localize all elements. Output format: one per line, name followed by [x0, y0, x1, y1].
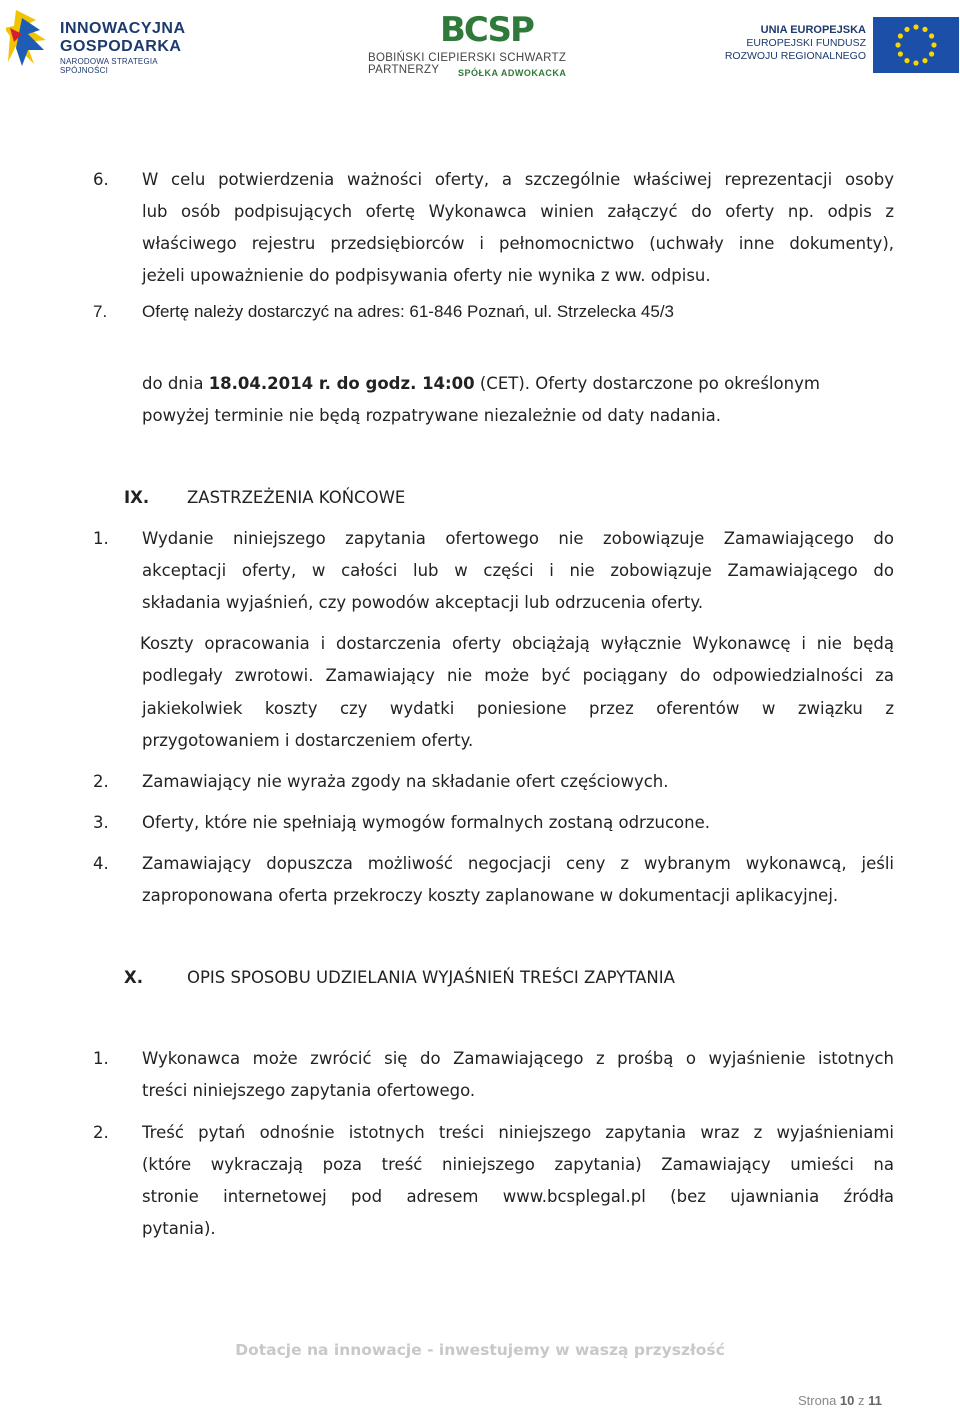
- p7-line-3: powyżej terminie nie będą rozpatrywane niezależnie od daty nadania.: [142, 406, 722, 425]
- eu-logo: [716, 14, 960, 72]
- p6-line-2: lub osób podpisujących ofertę Wykonawca winien załączyć do oferty np. odpis z: [142, 202, 894, 221]
- ix-3-text: Oferty, które nie spełniają wymogów formalnych zostaną odrzucone.: [142, 813, 710, 832]
- ix-2-number: 2.: [93, 772, 109, 791]
- bcsp-sub: SPÓŁKA ADWOKACKA: [458, 68, 567, 78]
- bcsp-logo: [362, 10, 618, 82]
- bcsp-name: BOBIŃSKI CIEPIERSKI SCHWARTZ PARTNERZY: [368, 52, 567, 76]
- page-label: Strona: [798, 1393, 840, 1408]
- eu-line-2: EUROPEJSKI FUNDUSZ: [746, 37, 866, 49]
- eu-line-3: ROZWOJU REGIONALNEGO: [724, 50, 866, 62]
- section-x-title: OPIS SPOSOBU UDZIELANIA WYJAŚNIEŃ TREŚCI ZAPYTANIA: [187, 968, 675, 987]
- footer-slogan: Dotacje na innowacje - inwestujemy w waszą przyszłość: [235, 1341, 725, 1359]
- ix-1-costs-line-2: podlegały zwrotowi. Zamawiający nie może być pociągany do odpowiedzialności za: [142, 666, 894, 685]
- ix-1-number: 1.: [93, 529, 109, 548]
- p7-line-1: Ofertę należy dostarczyć na adres: 61-846 Poznań, ul. Strzelecka 45/3: [142, 302, 675, 321]
- p6-line-3: właściwego rejestru przedsiębiorców i pełnomocnictwo (uchwały inne dokumenty),: [142, 234, 894, 253]
- x-2-number: 2.: [93, 1123, 109, 1142]
- page-current: 10: [839, 1393, 855, 1408]
- ig-subtitle: NARODOWA STRATEGIA SPÓJNOŚCI: [60, 57, 158, 75]
- section-ix-title: ZASTRZEŻENIA KOŃCOWE: [187, 488, 406, 507]
- ix-1-line-3: składania wyjaśnień, czy powodów akceptacji lub odrzucenia oferty.: [142, 593, 704, 612]
- ig-title-2: GOSPODARKA: [60, 38, 182, 55]
- ix-4-line-1: Zamawiający dopuszcza możliwość negocjacji ceny z wybranym wykonawcą, jeśli: [142, 854, 894, 873]
- p7-line-2: [142, 374, 820, 394]
- section-ix-numeral: IX.: [124, 488, 150, 507]
- p7-deadline-post: (CET). Oferty dostarczone po określonym: [474, 374, 820, 393]
- section-x-numeral: X.: [124, 968, 143, 987]
- ix-3-number: 3.: [93, 813, 109, 832]
- ix-1-costs-line-1: Koszty opracowania i dostarczenia oferty obciążają wyłącznie Wykonawcę i nie będą: [140, 634, 894, 653]
- p6-line-4: jeżeli upoważnienie do podpisywania oferty nie wynika z ww. odpisu.: [142, 266, 711, 285]
- p6-number: 6.: [93, 170, 109, 189]
- ix-2-text: Zamawiający nie wyraża zgody na składanie ofert częściowych.: [142, 772, 669, 791]
- p7-number: 7.: [93, 302, 108, 321]
- ix-4-line-2: zaproponowana oferta przekroczy koszty zaplanowane w dokumentacji aplikacyjnej.: [142, 886, 839, 905]
- p7-deadline-pre: do dnia: [142, 374, 209, 393]
- x-1-line-1: Wykonawca może zwrócić się do Zamawiającego z prośbą o wyjaśnienie istotnych: [142, 1049, 894, 1068]
- x-2-line-3: stronie internetowej pod adresem www.bcsplegal.pl (bez ujawniania źródła: [142, 1187, 894, 1206]
- p7-deadline-bold: 18.04.2014 r. do godz. 14:00: [208, 374, 475, 393]
- eu-title: UNIA EUROPEJSKA: [760, 24, 866, 36]
- innowacyjna-gospodarka-logo: [6, 6, 206, 75]
- page-sep: z: [854, 1393, 869, 1408]
- x-2-line-4: pytania).: [142, 1219, 216, 1238]
- p6-line-1: W celu potwierdzenia ważności oferty, a szczególnie właściwej reprezentacji osoby: [142, 170, 894, 189]
- ix-1-costs-line-4: przygotowaniem i dostarczeniem oferty.: [142, 731, 474, 750]
- ix-4-number: 4.: [93, 854, 109, 873]
- x-2-line-1: Treść pytań odnośnie istotnych treści niniejszego zapytania wraz z wyjaśnieniami: [142, 1123, 894, 1142]
- ig-star-emblem-icon: [6, 6, 54, 70]
- ig-title-1: INNOWACYJNA: [60, 20, 186, 37]
- ix-1-costs-line-3: jakiekolwiek koszty czy wydatki poniesione przez oferentów w związku z: [142, 699, 894, 718]
- ix-1-line-1: Wydanie niniejszego zapytania ofertowego nie zobowiązuje Zamawiającego do: [142, 529, 894, 548]
- x-1-number: 1.: [93, 1049, 109, 1068]
- x-2-line-2: (które wykraczają poza treść niniejszego zapytania) Zamawiający umieści na: [142, 1155, 894, 1174]
- page-total: 11: [868, 1393, 882, 1408]
- ix-1-line-2: akceptacji oferty, w całości lub w części i nie zobowiązuje Zamawiającego do: [142, 561, 894, 580]
- x-1-line-2: treści niniejszego zapytania ofertowego.: [142, 1081, 476, 1100]
- eu-flag-icon: [873, 17, 959, 73]
- bcsp-mark: BCSP: [440, 10, 533, 50]
